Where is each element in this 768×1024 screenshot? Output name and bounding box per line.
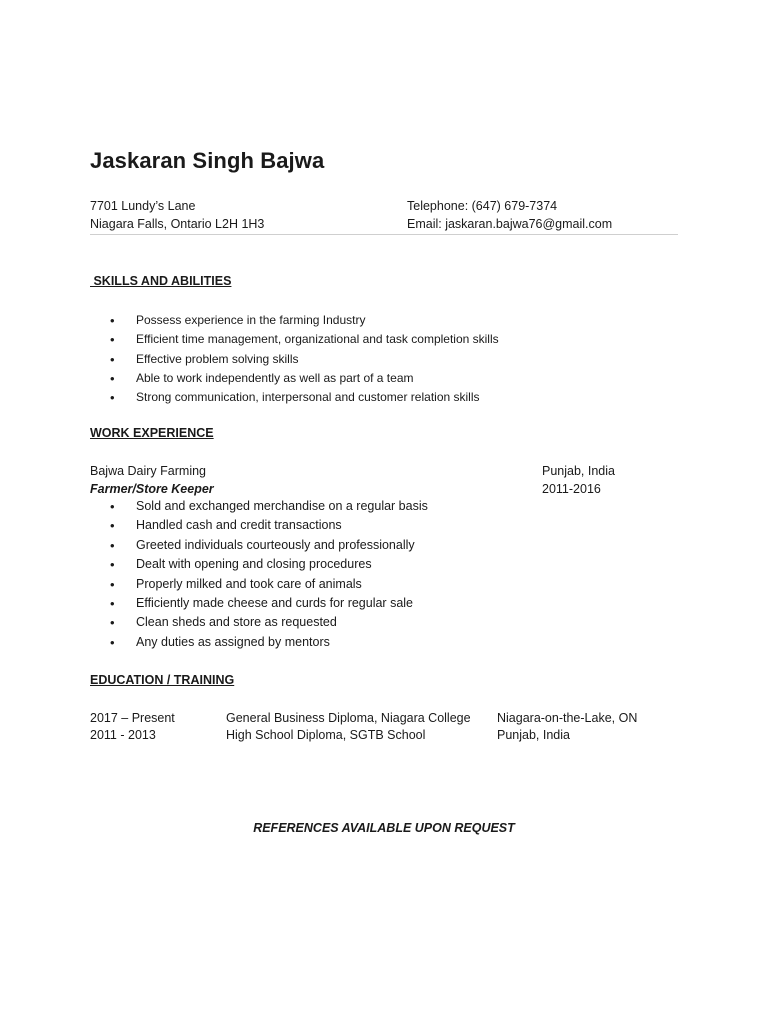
- education-dates: 2011 - 2013: [90, 728, 156, 742]
- address-line-1: 7701 Lundy’s Lane: [90, 199, 196, 213]
- header-divider: [90, 234, 678, 235]
- references-note: REFERENCES AVAILABLE UPON REQUEST: [253, 821, 515, 835]
- list-item: • Effective problem solving skills: [110, 350, 499, 369]
- telephone: Telephone: (647) 679-7374: [407, 199, 558, 213]
- list-item: • Possess experience in the farming Industry: [110, 311, 499, 330]
- job-dates: 2011-2016: [542, 482, 601, 496]
- list-item: • Handled cash and credit transactions: [110, 516, 428, 535]
- education-program: High School Diploma, SGTB School: [226, 728, 426, 742]
- education-program: General Business Diploma, Niagara College: [226, 711, 471, 725]
- list-item: • Greeted individuals courteously and professionally: [110, 536, 428, 555]
- list-item: • Sold and exchanged merchandise on a regular basis: [110, 497, 428, 516]
- list-item: • Efficiently made cheese and curds for regular sale: [110, 594, 428, 613]
- education-heading: EDUCATION / TRAINING: [90, 673, 235, 687]
- list-item: • Properly milked and took care of animals: [110, 575, 428, 594]
- list-item: • Efficient time management, organizational and task completion skills: [110, 330, 499, 349]
- resume-name: Jaskaran Singh Bajwa: [90, 148, 325, 173]
- employer-name: Bajwa Dairy Farming: [90, 464, 207, 478]
- skills-list: [110, 311, 499, 407]
- list-item: • Dealt with opening and closing procedures: [110, 555, 428, 574]
- email[interactable]: Email: jaskaran.bajwa76@gmail.com: [407, 217, 613, 231]
- skills-heading: SKILLS AND ABILITIES: [90, 274, 232, 288]
- duties-list: [110, 497, 428, 652]
- education-dates: 2017 – Present: [90, 711, 175, 725]
- list-item: • Any duties as assigned by mentors: [110, 633, 428, 652]
- education-location: Niagara-on-the-Lake, ON: [497, 711, 638, 725]
- employer-location: Punjab, India: [542, 464, 615, 478]
- list-item: • Strong communication, interpersonal and customer relation skills: [110, 388, 499, 407]
- work-heading: WORK EXPERIENCE: [90, 426, 214, 440]
- education-location: Punjab, India: [497, 728, 570, 742]
- list-item: • Able to work independently as well as part of a team: [110, 369, 499, 388]
- list-item: • Clean sheds and store as requested: [110, 613, 428, 632]
- job-role: Farmer/Store Keeper: [90, 482, 214, 496]
- address-line-2: Niagara Falls, Ontario L2H 1H3: [90, 217, 265, 231]
